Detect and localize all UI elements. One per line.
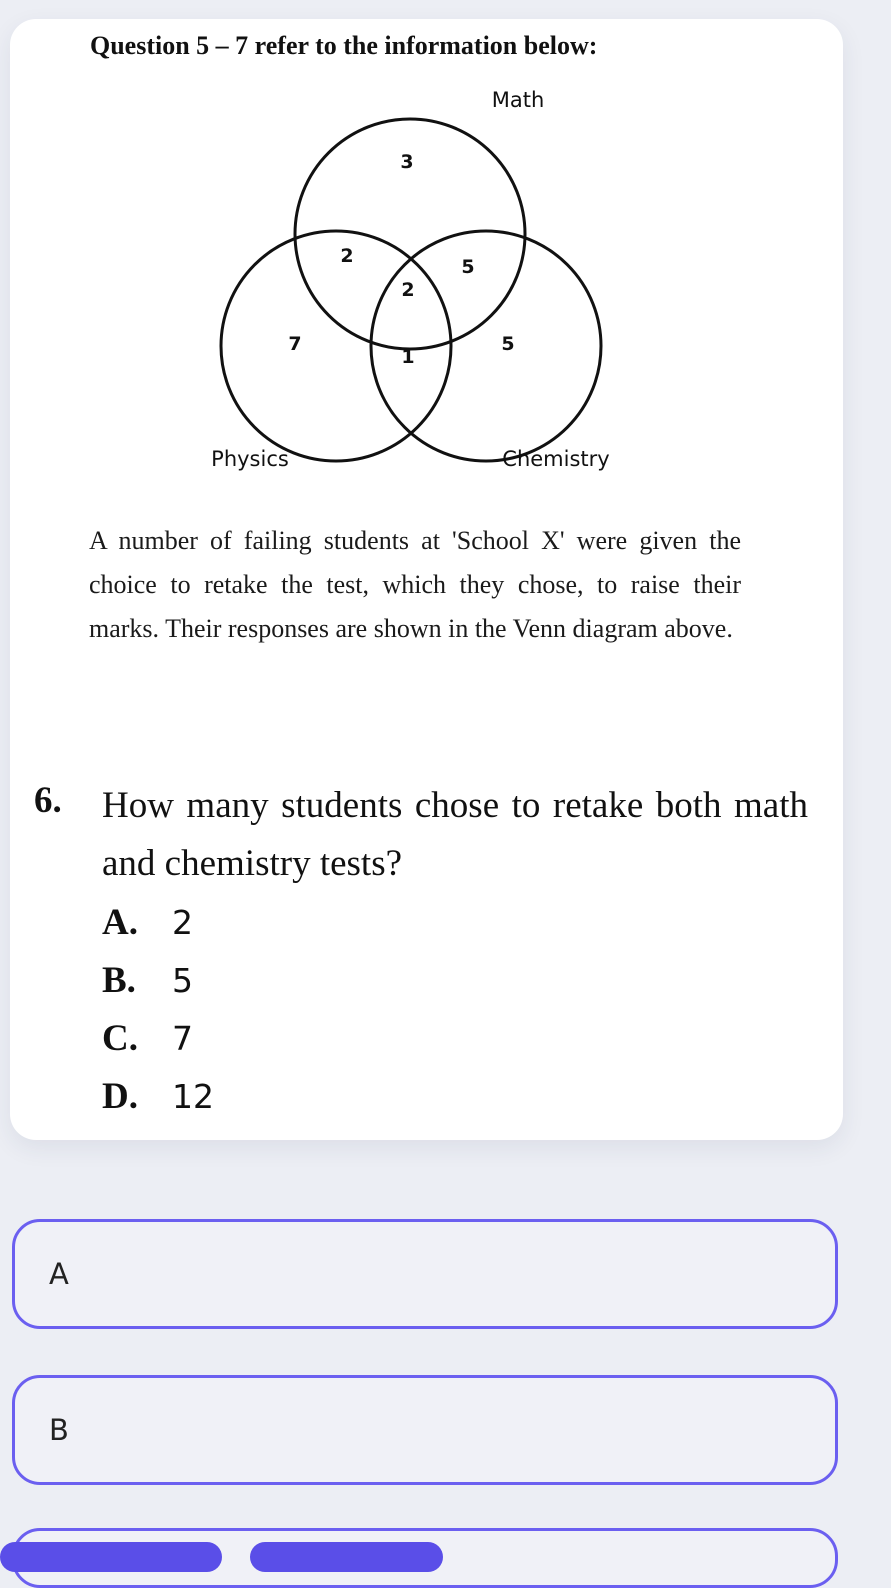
chemistry-set-label: Chemistry — [502, 447, 610, 471]
physics-set-label: Physics — [211, 447, 289, 471]
venn-diagram — [10, 19, 843, 499]
option-list — [102, 893, 214, 1125]
region-physics-chemistry: 1 — [401, 346, 415, 368]
answer-label: A — [49, 1257, 69, 1291]
answer-label: B — [49, 1413, 69, 1447]
bottom-pill-button[interactable] — [0, 1542, 222, 1572]
region-chemistry-only: 5 — [501, 333, 515, 355]
option-d — [102, 1067, 214, 1125]
physics-circle — [221, 231, 451, 461]
option-c — [102, 1009, 214, 1067]
math-set-label: Math — [491, 88, 545, 112]
option-value: 2 — [172, 902, 193, 942]
option-value: 5 — [172, 960, 193, 1000]
option-a — [102, 893, 214, 951]
option-letter: B. — [102, 959, 136, 1001]
answer-button-a[interactable] — [12, 1219, 838, 1329]
region-physics-only: 7 — [288, 333, 302, 355]
region-math-chemistry: 5 — [461, 256, 475, 278]
region-all-three: 2 — [401, 279, 415, 301]
question-number: 6. — [34, 780, 62, 821]
option-b — [102, 951, 214, 1009]
question-passage: A number of failing students at 'School X' were given the choice to retake the test, which they chose, to raise their marks. Their responses are shown in the Venn diagram above. — [89, 526, 741, 643]
option-letter: D. — [102, 1075, 138, 1117]
option-value: 12 — [172, 1076, 214, 1116]
question-heading: Question 5 – 7 refer to the information below: — [90, 31, 598, 60]
option-value: 7 — [172, 1018, 193, 1058]
answer-button-b[interactable] — [12, 1375, 838, 1485]
question-card — [10, 19, 843, 1140]
option-letter: C. — [102, 1017, 138, 1059]
question-text: How many students chose to retake both math and chemistry tests? — [102, 785, 808, 884]
option-letter: A. — [102, 901, 138, 943]
bottom-pill-button[interactable] — [250, 1542, 443, 1572]
region-math-only: 3 — [400, 151, 414, 173]
region-math-physics: 2 — [340, 245, 354, 267]
